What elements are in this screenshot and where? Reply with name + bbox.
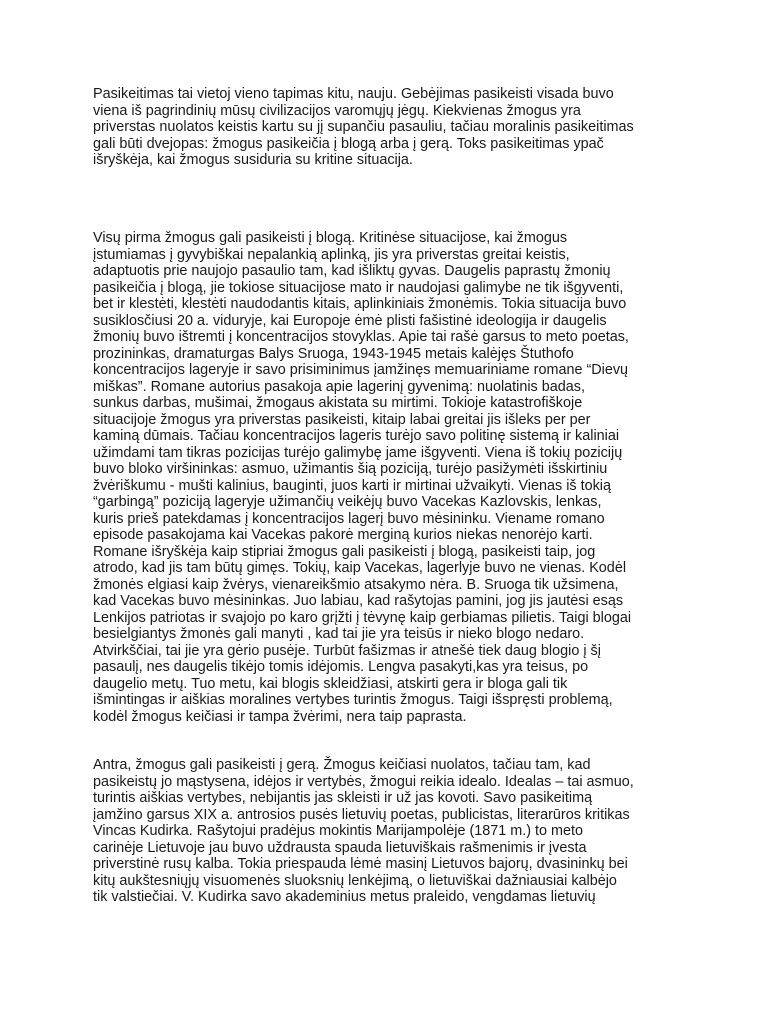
text-line: gali būti dvejopas: žmogus pasikeičia į blogą arba į gerą. Toks pasikeitimas ypač — [93, 135, 604, 152]
text-line: turintis aiškias vertybes, nebijantis jas skleisti ir už jas kovoti. Savo pasikeitimą — [93, 790, 593, 806]
text-line: buvo bloko viršininkas: asmuo, užimantis šią poziciją, turėjo pasižymėti išskirtiniu — [93, 461, 608, 477]
text-line: bet ir klestėti, klestėti naudodantis kitais, aplinkiniais žmonėmis. Tokia situacija buvo — [93, 296, 627, 312]
text-line: žmonės elgiasi kaip žvėrys, vienareikšmio atsakymo nėra. B. Sruoga tik užsimena, — [93, 576, 619, 593]
paragraph-introduction — [93, 86, 634, 169]
text-line: žmonių buvo ištremti į koncentracijos stovyklas. Apie tai rašė garsus to meto poetas, — [93, 329, 629, 345]
text-line: Atvirkščiai, tai jie yra gėrio pusėje. Turbūt fašizmas ir atnešė tiek daug blogio į šį — [93, 642, 601, 659]
text-line: užimdami tam tikras pozicijas turėjo galimybę jame išgyventi. Viena iš tokių pozicijų — [93, 444, 623, 461]
text-line: adaptuotis prie naujojo pasaulio tam, kad išliktų gyvas. Daugelis paprastų žmonių — [93, 263, 611, 279]
text-line: Lenkijos patriotas ir svajojo po karo grįžti į tėvynę kaip gerbiamas pilietis. Taigi blogai — [93, 609, 632, 626]
text-line: įamžino garsus XIX a. antrosios pusės lietuvių poetas, publicistas, literarūros kritikas — [93, 806, 630, 823]
text-line: viena iš pagrindinių mūsų civilizacijos varomųjų jėgų. Kiekvienas žmogus yra — [93, 102, 581, 119]
text-line: Vincas Kudirka. Rašytojui pradėjus mokintis Marijampolėje (1871 m.) to meto — [93, 823, 584, 839]
text-line: Visų pirma žmogus gali pasikeisti į blogą. Kritinėse situacijose, kai žmogus — [93, 230, 568, 246]
text-line: episode pasakojama kai Vacekas pakorė merginą kurios niekas nenorėjo karti. — [93, 527, 593, 543]
text-line: carinėje Lietuvoje jau buvo uždrausta spauda lietuviškais rašmenimis ir įvesta — [93, 839, 587, 856]
text-line: išmintingas ir aiškias moralines vertybes turintis žmogus. Taigi išspręsti problemą, — [93, 692, 613, 708]
text-line: atrodo, kad jis tam būtų gimęs. Tokių, kaip Vacekas, lagerlyje buvo ne vienas. Kodėl — [93, 560, 627, 576]
text-line: Antra, žmogus gali pasikeisti į gerą. Žmogus keičiasi nuolatos, tačiau tam, kad — [93, 757, 591, 773]
text-line: situacijoje žmogus yra priverstas pasikeisti, kitaip labai greitai jis išleks per per — [93, 411, 591, 428]
text-line: Pasikeitimas tai vietoj vieno tapimas kitu, nauju. Gebėjimas pasikeisti visada buvo — [93, 86, 614, 102]
paragraph-change-for-worse — [93, 230, 631, 725]
text-line: sunkus darbas, mušimai, žmogaus akistata su mirtimi. Tokioje katastrofiškoje — [93, 395, 583, 411]
text-line: pasikeičia į blogą, jie tokiose situacijose mato ir naudojasi galimybe ne tik išgyventi, — [93, 279, 624, 296]
text-line: susiklosčiusi 20 a. viduryje, kai Europoje ėmė plisti fašistinė ideologija ir daugelis — [93, 312, 607, 329]
text-line: pasikeistų jo mąstysena, idėjos ir vertybės, žmogui reikia idealo. Idealas – tai asmuo, — [93, 773, 634, 790]
text-line: žvėriškumu - mušti kalinius, bauginti, juos karti ir mirtinai užvaikyti. Vienas iš tokią — [93, 477, 611, 494]
text-line: tik valstiečiai. V. Kudirka savo akademinius metus praleido, vengdamas lietuvių — [93, 889, 596, 905]
text-line: įstumiamas į gyvybiškai nepalankią aplinką, jis yra priverstas greitai keistis, — [93, 246, 570, 263]
text-line: kaminą dūmais. Tačiau koncentracijos lageris turėjo savo politinę sistemą ir kaliniai — [93, 428, 620, 444]
text-line: daugelio metų. Tuo metu, kai blogis skleidžiasi, atskirti gera ir bloga gali tik — [93, 675, 568, 692]
paragraph-change-for-better — [93, 757, 634, 906]
text-line: “garbingą” poziciją lageryje užimančių veikėjų buvo Vacekas Kazlovskis, lenkas, — [93, 494, 602, 510]
text-line: priverstinė rusų kalba. Tokia priespauda lėmė masinį Lietuvos bajorų, dvasininkų bei — [93, 856, 628, 872]
text-line: kodėl žmogus keičiasi ir tampa žvėrimi, nera taip paprasta. — [93, 708, 467, 725]
text-line: miškas”. Romane autorius pasakoja apie lagerinį gyvenimą: nuolatinis badas, — [93, 378, 585, 395]
text-line: priverstas nuolatos keistis kartu su jį supančiu pasauliu, tačiau moralinis pasikeitimas — [93, 119, 634, 135]
text-line: kad Vacekas buvo mėsininkas. Juo labiau, kad rašytojas pamini, jog jis jautėsi esąs — [93, 593, 624, 609]
text-line: kitų aukštesniųjų visuomenės sluoksnių lenkėjimą, o lietuviškai dažniausiai kalbėjo — [93, 872, 617, 889]
text-line: koncentracijos lageryje ir savo prisiminimus įamžinęs memuariniame romane “Dievų — [93, 362, 629, 378]
text-line: prozininkas, dramaturgas Balys Sruoga, 1943-1945 metais kalėjęs Štuthofo — [93, 345, 574, 362]
text-line: Romane išryškėja kaip stipriai žmogus gali pasikeisti į blogą, pasikeisti taip, jog — [93, 543, 596, 560]
text-line: išryškėja, kai žmogus susiduria su kritine situacija. — [93, 152, 413, 168]
text-line: kuris prieš patekdamas į koncentracijos lagerį buvo mėsininku. Viename romano — [93, 510, 605, 527]
text-line: pasaulį, nes daugelis tikėjo tomis idėjomis. Lengva pasakyti,kas yra teisus, po — [93, 659, 589, 675]
text-line: besielgiantys žmonės gali manyti , kad tai jie yra teisūs ir nieko blogo nedaro. — [93, 626, 585, 642]
